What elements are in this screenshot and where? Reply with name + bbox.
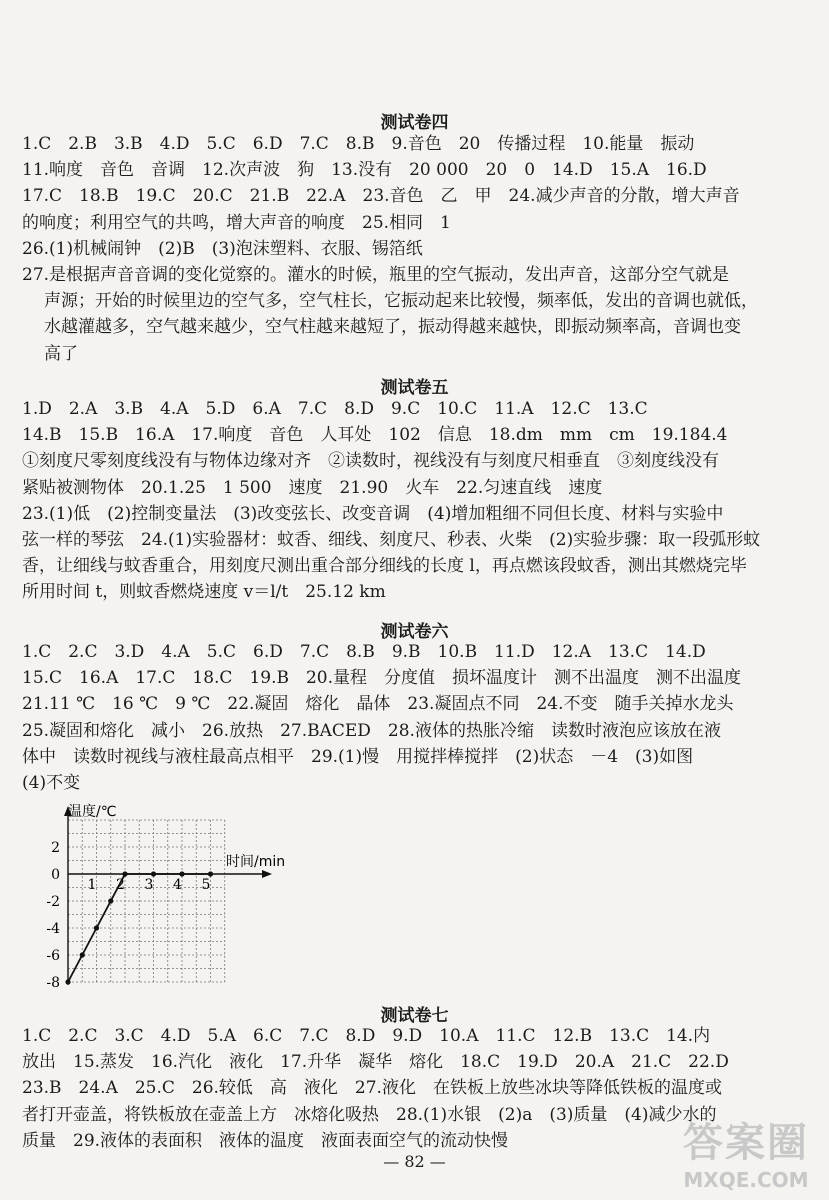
section-title: 测试卷四 (380, 113, 449, 133)
answer-line: ①刻度尺零刻度线没有与物体边缘对齐 ②读数时，视线没有与刻度尺相垂直 ③刻度线没有 (22, 451, 719, 471)
data-point (80, 952, 85, 957)
x-tick-label: 5 (201, 877, 211, 893)
answer-line: 紧贴被测物体 20.1.25 1 500 速度 21.90 火车 22.匀速直线 速度 (22, 478, 603, 498)
answer-line: 17.C 18.B 19.C 20.C 21.B 22.A 23.音色 乙 甲 24.减少声音的分散，增大声音 (22, 186, 740, 206)
answer-line: 11.响度 音色 音调 12.次声波 狗 13.没有 20 000 20 0 14.D 15.A 16.D (22, 160, 707, 180)
answer-line: 14.B 15.B 16.A 17.响度 音色 人耳处 102 信息 18.dm mm cm 19.184.4 (22, 425, 728, 445)
answer-line: 者打开壶盖，将铁板放在壶盖上方 冰熔化吸热 28.(1)水银 (2)a (3)质量 (4)减少水的 (22, 1105, 717, 1125)
data-point (65, 979, 70, 984)
x-tick-label: 4 (173, 877, 182, 893)
y-tick-label: -4 (46, 921, 60, 937)
answer-line: 体中 读数时视线与液柱最高点相平 29.(1)慢 用搅拌棒搅拌 (2)状态 －4 (3)如图 (22, 747, 694, 767)
answer-line: 23.B 24.A 25.C 26.较低 高 液化 27.液化 在铁板上放些冰块等降低铁板的温度或 (22, 1078, 722, 1098)
answer-line: 水越灌越多，空气越来越少，空气柱越来越短了，振动得越来越快，即振动频率高，音调也变 (44, 317, 741, 337)
section-title: 测试卷五 (380, 378, 449, 398)
answer-line: 15.C 16.A 17.C 18.C 19.B 20.量程 分度值 损坏温度计 测不出温度 测不出温度 (22, 668, 742, 688)
chart-xlabel: 时间/min (226, 854, 286, 870)
data-point (108, 898, 113, 903)
y-tick-label: -6 (46, 948, 60, 964)
answer-line: 质量 29.液体的表面积 液体的温度 液面表面空气的流动快慢 (22, 1131, 509, 1151)
watermark-logo: 答案圈 (683, 1120, 809, 1166)
answer-line: 21.11 ℃ 16 ℃ 9 ℃ 22.凝固 熔化 晶体 23.凝固点不同 24.不变 随手关掉水龙头 (22, 694, 734, 714)
data-point (94, 925, 99, 930)
section-title: 测试卷六 (380, 622, 449, 642)
watermark (683, 1111, 809, 1192)
answer-line: 25.凝固和熔化 减小 26.放热 27.BACED 28.液体的热胀冷缩 读数时液泡应该放在液 (22, 721, 721, 741)
y-tick-label: 0 (51, 867, 60, 883)
y-tick-label: -8 (46, 975, 60, 991)
answer-line: 1.C 2.C 3.D 4.A 5.C 6.D 7.C 8.B 9.B 10.B 11.D 12.A 13.C 14.D (22, 642, 706, 662)
answer-line: 1.D 2.A 3.B 4.A 5.D 6.A 7.C 8.D 9.C 10.C 11.A 12.C 13.C (22, 399, 648, 419)
answer-line: 弦一样的琴弦 24.(1)实验器材：蚊香、细线、刻度尺、秒表、火柴 (2)实验步骤：取一段弧形蚊 (22, 530, 761, 550)
data-point (122, 871, 127, 876)
section-title: 测试卷七 (380, 1006, 449, 1026)
data-point (179, 871, 184, 876)
temperature-time-chart (34, 800, 294, 1000)
answer-line: 23.(1)低 (2)控制变量法 (3)改变弦长、改变音调 (4)增加粗细不同但长度、材料与实验中 (22, 504, 724, 524)
page-number: — 82 — (383, 1152, 446, 1171)
y-tick-label: 2 (51, 840, 60, 856)
answer-line: (4)不变 (22, 773, 81, 793)
answer-line: 的响度；利用空气的共鸣，增大声音的响度 25.相同 1 (22, 213, 451, 233)
y-tick-label: -2 (46, 894, 60, 910)
x-tick-label: 3 (144, 877, 154, 893)
x-tick-label: 2 (116, 877, 125, 893)
answer-line: 26.(1)机械闹钟 (2)B (3)泡沫塑料、衣服、锡箔纸 (22, 239, 423, 259)
chart-grid (68, 820, 225, 982)
answer-line: 香，让细线与蚊香重合，用刻度尺测出重合部分细线的长度 l，再点燃该段蚊香，测出其燃烧完毕 (22, 556, 747, 576)
chart-ylabel: 温度/℃ (68, 804, 117, 820)
watermark-site: MXQE.COM (683, 1168, 809, 1192)
answer-line: 高了 (44, 344, 78, 364)
answer-line: 所用时间 t，则蚊香燃烧速度 v＝l/t 25.12 km (22, 582, 386, 602)
answer-line: 声源；开始的时候里边的空气多，空气柱长，它振动起来比较慢，频率低，发出的音调也就低， (44, 291, 758, 311)
answer-line: 1.C 2.C 3.C 4.D 5.A 6.C 7.C 8.D 9.D 10.A 11.C 12.B 13.C 14.内 (22, 1026, 711, 1046)
x-axis-arrow (262, 870, 272, 878)
data-point (151, 871, 156, 876)
answer-line: 放出 15.蒸发 16.汽化 液化 17.升华 凝华 熔化 18.C 19.D 20.A 21.C 22.D (22, 1052, 729, 1072)
answer-line: 1.C 2.B 3.B 4.D 5.C 6.D 7.C 8.B 9.音色 20 传播过程 10.能量 振动 (22, 134, 695, 154)
data-point (208, 871, 213, 876)
answer-line: 27.是根据声音音调的变化觉察的。灌水的时候，瓶里的空气振动，发出声音，这部分空气就是 (22, 265, 730, 285)
x-tick-label: 1 (87, 877, 97, 893)
